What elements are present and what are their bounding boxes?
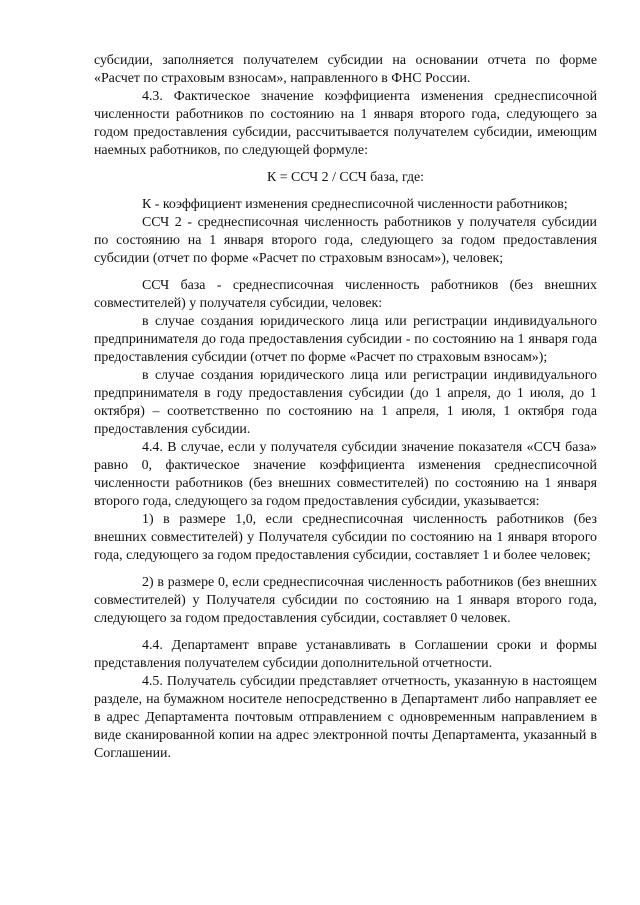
paragraph-continuation: субсидии, заполняется получателем субсидии на основании отчета по форме «Расчет по страховым взносам», направленного в ФНС России. bbox=[94, 53, 597, 86]
document-page bbox=[94, 52, 597, 763]
paragraph-4-3: 4.3. Фактическое значение коэффициента изменения среднесписочной численности работников по состоянию на 1 января второго года, следующего за годом предоставления субсидии, рассчитывается получателем субсидии, имеющим наемных работников, по следующей формуле: bbox=[94, 89, 597, 158]
paragraph-case-before-year: в случае создания юридического лица или регистрации индивидуального предпринимателя до года предоставления субсидии - по состоянию на 1 января года предоставления субсидии (отчет по форме «Расчет по страховым взносам»); bbox=[94, 314, 597, 365]
paragraph-item-2: 2) в размере 0, если среднесписочная численность работников (без внешних совместителей) у Получателя субсидии по состоянию на 1 января второго года, следующего за годом предоставления субсидии, составляет 0 человек. bbox=[94, 575, 597, 626]
paragraph-4-4-department: 4.4. Департамент вправе устанавливать в Соглашении сроки и формы представления получателем субсидии дополнительной отчетности. bbox=[94, 638, 597, 671]
paragraph-ssch-base-definition: ССЧ база - среднесписочная численность работников (без внешних совместителей) у получателя субсидии, человек: bbox=[94, 278, 597, 311]
paragraph-ssch2-definition: ССЧ 2 - среднесписочная численность работников у получателя субсидии по состоянию на 1 января второго года, следующего за годом предоставления субсидии (отчет по форме «Расчет по страховым взносам»), человек; bbox=[94, 215, 597, 266]
paragraph-item-1: 1) в размере 1,0, если среднесписочная численность работников (без внешних совместителей) у Получателя субсидии по состоянию на 1 января второго года, следующего за годом предоставления субсидии, составляет 1 и более человек; bbox=[94, 512, 597, 563]
paragraph-4-5: 4.5. Получатель субсидии представляет отчетность, указанную в настоящем разделе, на бумажном носителе непосредственно в Департамент либо направляет ее в адрес Департамента почтовым отправлением с одновременным направлением в виде сканированной копии на адрес электронной почты Департамента, указанный в Соглашении. bbox=[94, 674, 597, 761]
paragraph-4-4: 4.4. В случае, если у получателя субсидии значение показателя «ССЧ база» равно 0, фактическое значение коэффициента изменения среднесписочной численности работников (без внешних совместителей) по состоянию на 1 января второго года, следующего за годом предоставления субсидии, указывается: bbox=[94, 440, 597, 509]
paragraph-case-in-year: в случае создания юридического лица или регистрации индивидуального предпринимателя в году предоставления субсидии (до 1 апреля, до 1 июля, до 1 октября) – соответственно по состоянию на 1 апреля, 1 июля, 1 октября года предоставления субсидии. bbox=[94, 368, 597, 437]
formula: К = ССЧ 2 / ССЧ база, где: bbox=[266, 170, 425, 185]
paragraph-k-definition: К - коэффициент изменения среднесписочной численности работников; bbox=[142, 197, 568, 212]
